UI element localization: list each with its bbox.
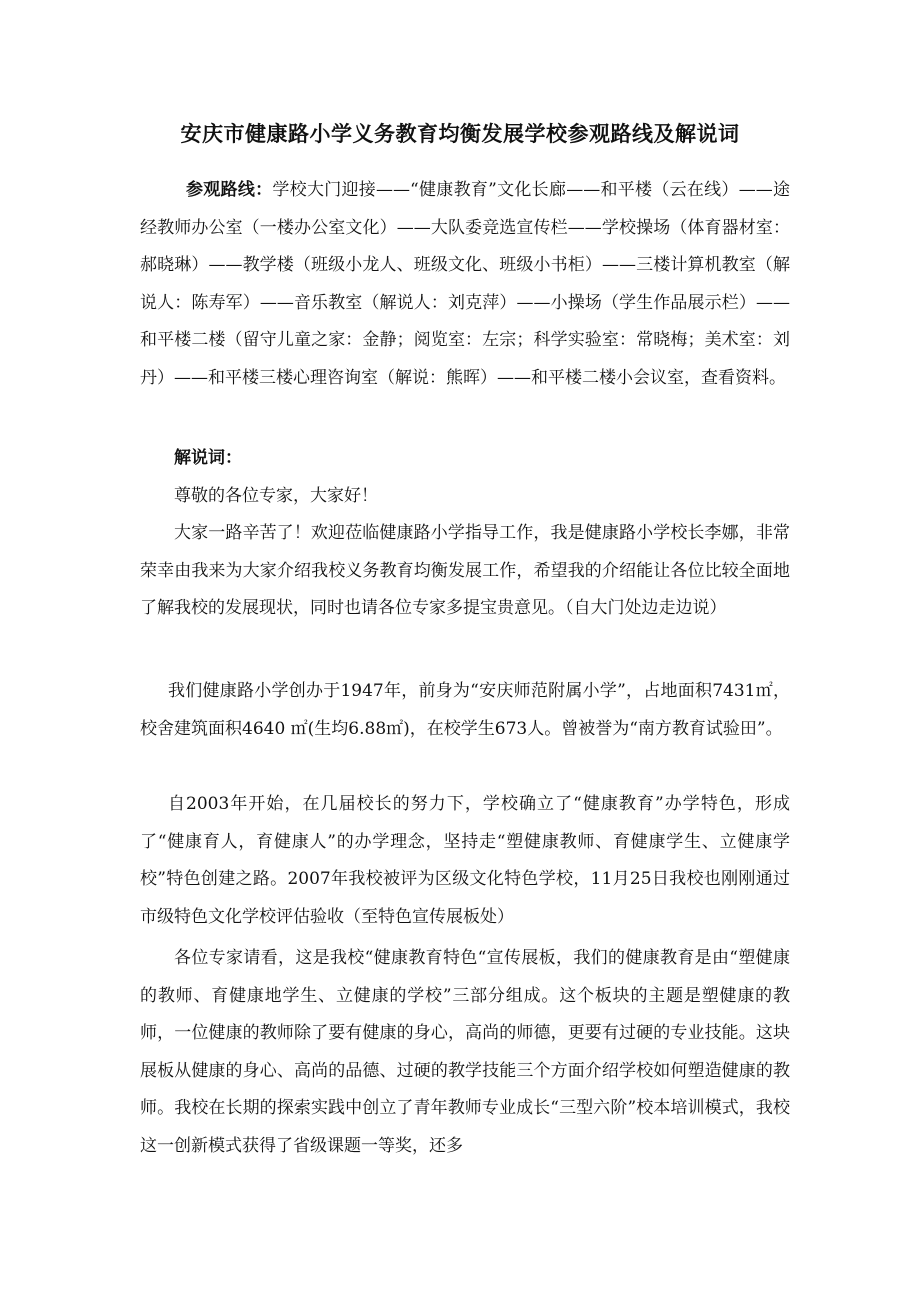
visit-route-label: 参观路线：: [186, 180, 273, 200]
commentary-label: 解说词：: [174, 448, 242, 468]
commentary-paragraph-history: 我们健康路小学创办于1947年，前身为“安庆师范附属小学”，占地面积7431㎡，校舍建筑面积4640 ㎡(生均6.88㎡)，在校学生673人。曾被誉为“南方教育试验田”。: [140, 681, 790, 739]
document-title: 安庆市健康路小学义务教育均衡发展学校参观路线及解说词: [180, 122, 740, 146]
greeting-text: 尊敬的各位专家，大家好！: [174, 486, 378, 506]
commentary-paragraph-welcome: 大家一路辛苦了！欢迎莅临健康路小学指导工作，我是健康路小学校长李娜，非常荣幸由我来为大家介绍我校义务教育均衡发展工作，希望我的介绍能让各位比较全面地了解我校的发展现状，同时也请各位专家多提宝贵意见。（自大门处边走边说）: [140, 523, 790, 618]
visit-route-paragraph: [140, 172, 790, 397]
commentary-paragraph-display-board: 各位专家请看，这是我校“健康教育特色“宣传展板，我们的健康教育是由“塑健康的教师、育健康地学生、立健康的学校”三部分组成。这个板块的主题是塑健康的教师，一位健康的教师除了要有健康的身心，高尚的师德，更要有过硬的专业技能。这块展板从健康的身心、高尚的品德、过硬的教学技能三个方面介绍学校如何塑造健康的教师。我校在长期的探索实践中创立了青年教师专业成长“三型六阶”校本培训模式，我校这一创新模式获得了省级课题一等奖，还多: [140, 948, 790, 1156]
visit-route-text: 学校大门迎接——“健康教育”文化长廊——和平楼（云在线）——途经教师办公室（一楼办公室文化）——大队委竞选宣传栏——学校操场（体育器材室：郝晓琳）——教学楼（班级小龙人、班级文化、班级小书柜）——三楼计算机教室（解说人：陈寿军）——音乐教室（解说人：刘克萍）——小操场（学生作品展示栏）——和平楼二楼（留守儿童之家：金静；阅览室：左宗；科学实验室：常晓梅；美术室：刘丹）——和平楼三楼心理咨询室（解说：熊晖）——和平楼二楼小会议室，查看资料。: [140, 180, 790, 388]
commentary-paragraph-characteristics: 自2003年开始，在几届校长的努力下，学校确立了“健康教育”办学特色，形成了“健康育人，育健康人”的办学理念，坚持走“塑健康教师、育健康学生、立健康学校”特色创建之路。2007年我校被评为区级文化特色学校，11月25日我校也刚刚通过市级特色文化学校评估验收（至特色宣传展板处）: [140, 794, 790, 927]
